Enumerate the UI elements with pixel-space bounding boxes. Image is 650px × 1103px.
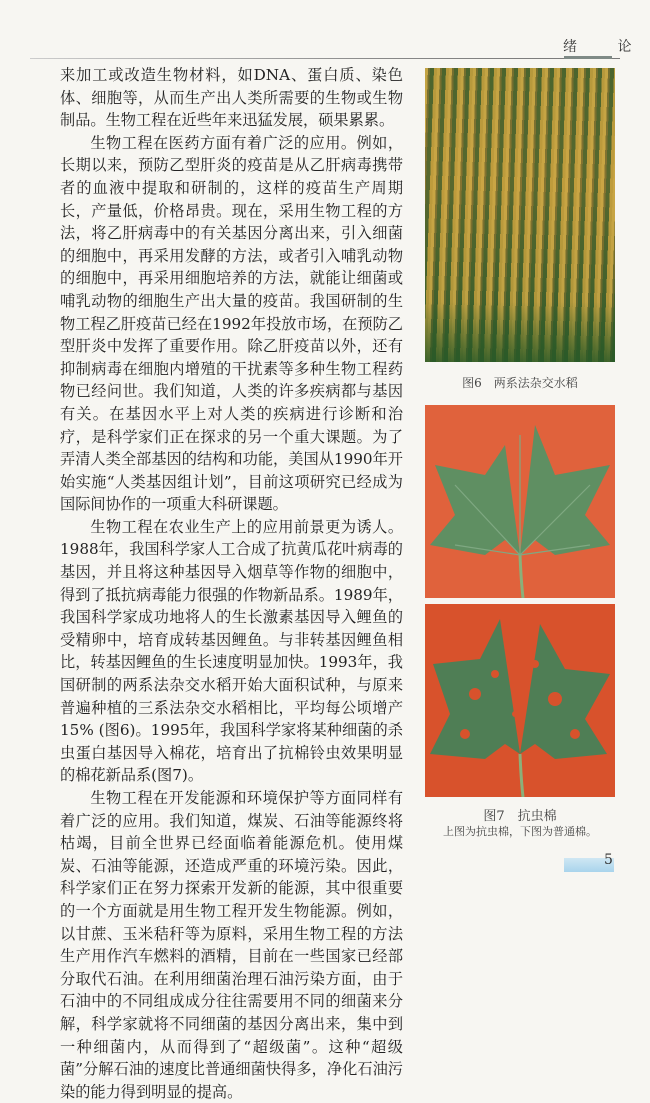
rice-photo: [425, 68, 615, 362]
fig6-caption: 图6 两系法杂交水稻: [462, 376, 578, 390]
paragraph: 来加工或改造生物材料，如DNA、蛋白质、染色体、细胞等，从而生产出人类所需要的生物或生物制品。生物工程在近些年来迅猛发展，硕果累累。: [60, 66, 403, 130]
insect-resistant-cotton-leaf-photo: [425, 405, 615, 598]
fig7-caption: 图7 抗虫棉: [483, 809, 557, 824]
ordinary-cotton-leaf-photo: [425, 604, 615, 797]
header-accent-bar: [564, 56, 612, 59]
page-number: 5: [604, 852, 613, 868]
paragraph: 生物工程在开发能源和环境保护等方面同样有着广泛的应用。我们知道，煤炭、石油等能源终将枯竭，目前全世界已经面临着能源危机。使用煤炭、石油等能源，还造成严重的环境污染。因此，科学家们正在努力探索开发新的能源，其中很重要的一个方面就是用生物工程开发生物能源。例如，以甘蔗、玉米秸秆等为原料，采用生物工程的方法生产用作汽车燃料的酒精，目前在一些国家已经部分取代石油。在利用细菌治理石油污染方面，由于石油中的不同组成成分往往需要用不同的细菌来分解，科学家就将不同细菌的基因分离出来，集中到一种细菌内，从而得到了“超级菌”。这种“超级菌”分解石油的速度比普通细菌快得多，净化石油污染的能力得到明显的提高。: [60, 789, 403, 1101]
paragraph: 生物工程在农业生产上的应用前景更为诱人。1988年，我国科学家人工合成了抗黄瓜花叶病毒的基因，并且将这种基因导入烟草等作物的细胞中，得到了抵抗病毒能力很强的作物新品系。1989年，我国科学家成功地将人的生长激素基因导入鲤鱼的受精卵中，培育成转基因鲤鱼。与非转基因鲤鱼相比，转基因鲤鱼的生长速度明显加快。1993年，我国研制的两系法杂交水稻开始大面积试种，与原来普遍种植的三系法杂交水稻相比，平均每公顷增产15% (图6)。1995年，我国科学家将某种细菌的杀虫蛋白基因导入棉花，培育出了抗棉铃虫效果明显的棉花新品系(图7)。: [60, 517, 403, 785]
paragraph: 生物工程在医药方面有着广泛的应用。例如，长期以来，预防乙型肝炎的疫苗是从乙肝病毒携带者的血液中提取和研制的，这样的疫苗生产周期长，产量低，价格昂贵。现在，采用生物工程的方法，将乙肝病毒中的有关基因分离出来，引入细菌的细胞中，再采用发酵的方法，或者引入哺乳动物的细胞中，再采用细胞培养的方法，就能让细菌或哺乳动物的细胞生产出大量的疫苗。我国研制的生物工程乙肝疫苗已经在1992年投放市场，在预防乙型肝炎中发挥了重要作用。除乙肝疫苗以外，还有抑制病毒在细胞内增殖的干扰素等多种生物工程药物已经问世。我们知道，人类的许多疾病都与基因有关。在基因水平上对人类的疾病进行诊断和治疗，是科学家们正在探求的另一个重大课题。为了弄清人类全部基因的结构和功能，美国从1990年开始实施“人类基因组计划”，目前这项研究已经成为国际间协作的一项重大科研课题。: [60, 133, 403, 514]
fig7-note: 上图为抗虫棉，下图为普通棉。: [443, 825, 597, 838]
body-text: [60, 64, 403, 1103]
chapter-title: 绪 论: [563, 39, 650, 55]
header-rule: [30, 58, 620, 59]
